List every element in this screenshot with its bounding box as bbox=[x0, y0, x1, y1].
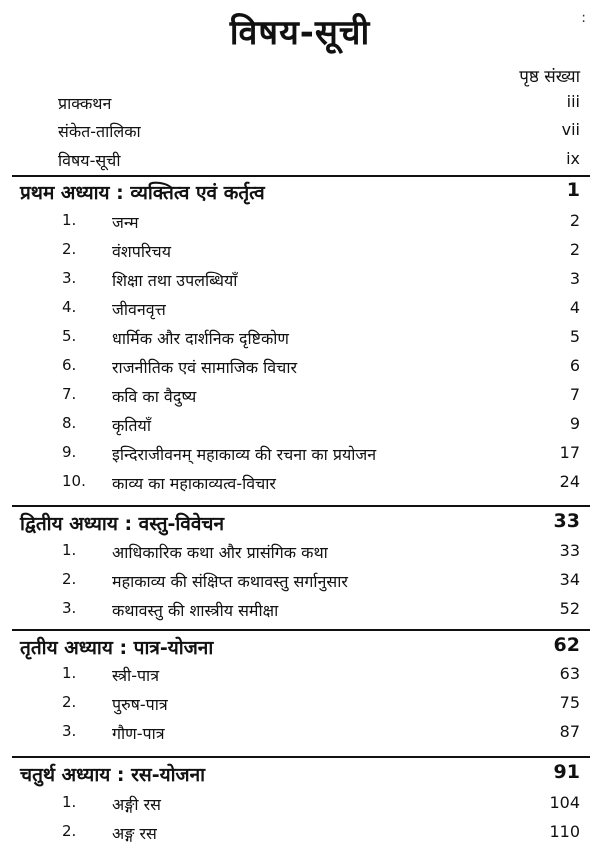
toc-entry bbox=[0, 298, 600, 328]
toc-entry bbox=[0, 822, 600, 852]
toc-entry-page: 4 bbox=[569, 298, 580, 317]
toc-entry-label: संकेत-तालिका bbox=[58, 122, 141, 141]
toc-entry-label: वंशपरिचय bbox=[112, 242, 171, 261]
toc-entry-label: अङ्ग रस bbox=[112, 824, 157, 843]
toc-entry-number: 7. bbox=[62, 385, 77, 403]
toc-entry-label: जन्म bbox=[112, 213, 139, 232]
toc-entry-label: राजनीतिक एवं सामाजिक विचार bbox=[112, 358, 298, 377]
toc-entry-number: 2. bbox=[62, 240, 77, 258]
toc-entry-label: काव्य का महाकाव्यत्व-विचार bbox=[112, 474, 276, 493]
toc-entry-label: अङ्गी रस bbox=[112, 795, 161, 814]
toc-entry-page: 110 bbox=[549, 822, 580, 841]
toc-entry-label: शिक्षा तथा उपलब्धियाँ bbox=[112, 271, 238, 290]
toc-entry-label: आधिकारिक कथा और प्रासंगिक कथा bbox=[112, 543, 328, 562]
toc-entry-page: 104 bbox=[549, 793, 580, 812]
toc-entry bbox=[0, 327, 600, 357]
toc-chapter-heading bbox=[0, 510, 600, 540]
toc-entry-number: 2. bbox=[62, 822, 77, 840]
toc-entry-label: गौण-पात्र bbox=[112, 724, 165, 743]
toc-entry-page: 9 bbox=[569, 414, 580, 433]
page-number-header: पृष्ठ संख्या bbox=[519, 67, 580, 87]
toc-entry-page: 5 bbox=[569, 327, 580, 346]
toc-entry-page: 3 bbox=[569, 269, 580, 288]
toc-entry-label: कवि का वैदुष्य bbox=[112, 387, 197, 406]
toc-front-entry bbox=[0, 120, 600, 150]
toc-entry-label: विषय-सूची bbox=[58, 151, 121, 170]
toc-entry-label: स्त्री-पात्र bbox=[112, 666, 160, 685]
section-divider bbox=[12, 756, 590, 758]
section-divider bbox=[12, 629, 590, 631]
toc-entry-number: 2. bbox=[62, 570, 77, 588]
toc-chapter-heading bbox=[0, 634, 600, 664]
toc-entry-page: 6 bbox=[569, 356, 580, 375]
toc-entry-label: कथावस्तु की शास्त्रीय समीक्षा bbox=[112, 601, 279, 620]
toc-entry-label: कृतियाँ bbox=[112, 416, 151, 435]
toc-entry-number: 5. bbox=[62, 327, 77, 345]
toc-entry bbox=[0, 240, 600, 270]
toc-entry-page: 24 bbox=[559, 472, 580, 491]
toc-entry-number: 9. bbox=[62, 443, 77, 461]
chapter-title: प्रथम अध्याय : व्यक्तित्व एवं कर्तृत्व bbox=[20, 182, 265, 204]
toc-entry-number: 3. bbox=[62, 269, 77, 287]
chapter-title: द्वितीय अध्याय : वस्तु-विवेचन bbox=[20, 513, 225, 535]
toc-entry-label: प्राक्कथन bbox=[58, 94, 112, 113]
chapter-page: 1 bbox=[566, 179, 580, 201]
toc-entry bbox=[0, 664, 600, 694]
chapter-title: चतुर्थ अध्याय : रस-योजना bbox=[20, 764, 206, 786]
toc-entry-number: 1. bbox=[62, 793, 77, 811]
toc-entry-number: 1. bbox=[62, 211, 77, 229]
toc-front-entry bbox=[0, 92, 600, 122]
toc-entry-label: महाकाव्य की संक्षिप्त कथावस्तु सर्गानुसार bbox=[112, 572, 348, 591]
toc-entry bbox=[0, 541, 600, 571]
toc-chapter-heading bbox=[0, 179, 600, 209]
toc-entry bbox=[0, 269, 600, 299]
toc-entry-page: ix bbox=[566, 149, 580, 168]
toc-entry-number: 3. bbox=[62, 599, 77, 617]
corner-mark: : bbox=[581, 10, 586, 26]
toc-entry-page: vii bbox=[561, 120, 580, 139]
toc-entry-label: धार्मिक और दार्शनिक दृष्टिकोण bbox=[112, 329, 289, 348]
chapter-page: 33 bbox=[553, 510, 580, 532]
toc-entry-number: 4. bbox=[62, 298, 77, 316]
toc-entry bbox=[0, 385, 600, 415]
toc-entry bbox=[0, 570, 600, 600]
toc-entry-page: 2 bbox=[569, 211, 580, 230]
toc-entry-page: 33 bbox=[559, 541, 580, 560]
toc-entry bbox=[0, 443, 600, 473]
toc-entry-page: 2 bbox=[569, 240, 580, 259]
toc-entry bbox=[0, 793, 600, 823]
chapter-page: 91 bbox=[553, 761, 580, 783]
toc-entry bbox=[0, 472, 600, 502]
toc-entry bbox=[0, 414, 600, 444]
toc-entry-page: 52 bbox=[559, 599, 580, 618]
toc-entry-number: 8. bbox=[62, 414, 77, 432]
page-title: विषय-सूची bbox=[229, 13, 371, 53]
toc-entry-number: 1. bbox=[62, 664, 77, 682]
toc-entry-page: 7 bbox=[569, 385, 580, 404]
toc-entry-page: 87 bbox=[559, 722, 580, 741]
toc-entry bbox=[0, 693, 600, 723]
toc-entry-label: पुरुष-पात्र bbox=[112, 695, 168, 714]
toc-chapter-heading bbox=[0, 761, 600, 791]
toc-entry-label: इन्दिराजीवनम् महाकाव्य की रचना का प्रयोजन bbox=[112, 445, 377, 464]
toc-entry-page: 17 bbox=[559, 443, 580, 462]
toc-entry-page: 34 bbox=[559, 570, 580, 589]
toc-entry bbox=[0, 599, 600, 629]
toc-entry-page: 63 bbox=[559, 664, 580, 683]
chapter-title: तृतीय अध्याय : पात्र-योजना bbox=[20, 637, 214, 659]
toc-entry-number: 2. bbox=[62, 693, 77, 711]
toc-entry bbox=[0, 356, 600, 386]
toc-entry-page: 75 bbox=[559, 693, 580, 712]
toc-entry-number: 6. bbox=[62, 356, 77, 374]
toc-entry-number: 3. bbox=[62, 722, 77, 740]
toc-entry bbox=[0, 722, 600, 752]
toc-entry-label: जीवनवृत्त bbox=[112, 300, 166, 319]
toc-entry-number: 1. bbox=[62, 541, 77, 559]
section-divider bbox=[12, 505, 590, 507]
toc-entry bbox=[0, 211, 600, 241]
toc-entry-number: 10. bbox=[62, 472, 86, 490]
toc-entry-page: iii bbox=[566, 92, 580, 111]
chapter-page: 62 bbox=[553, 634, 580, 656]
section-divider bbox=[12, 175, 590, 177]
